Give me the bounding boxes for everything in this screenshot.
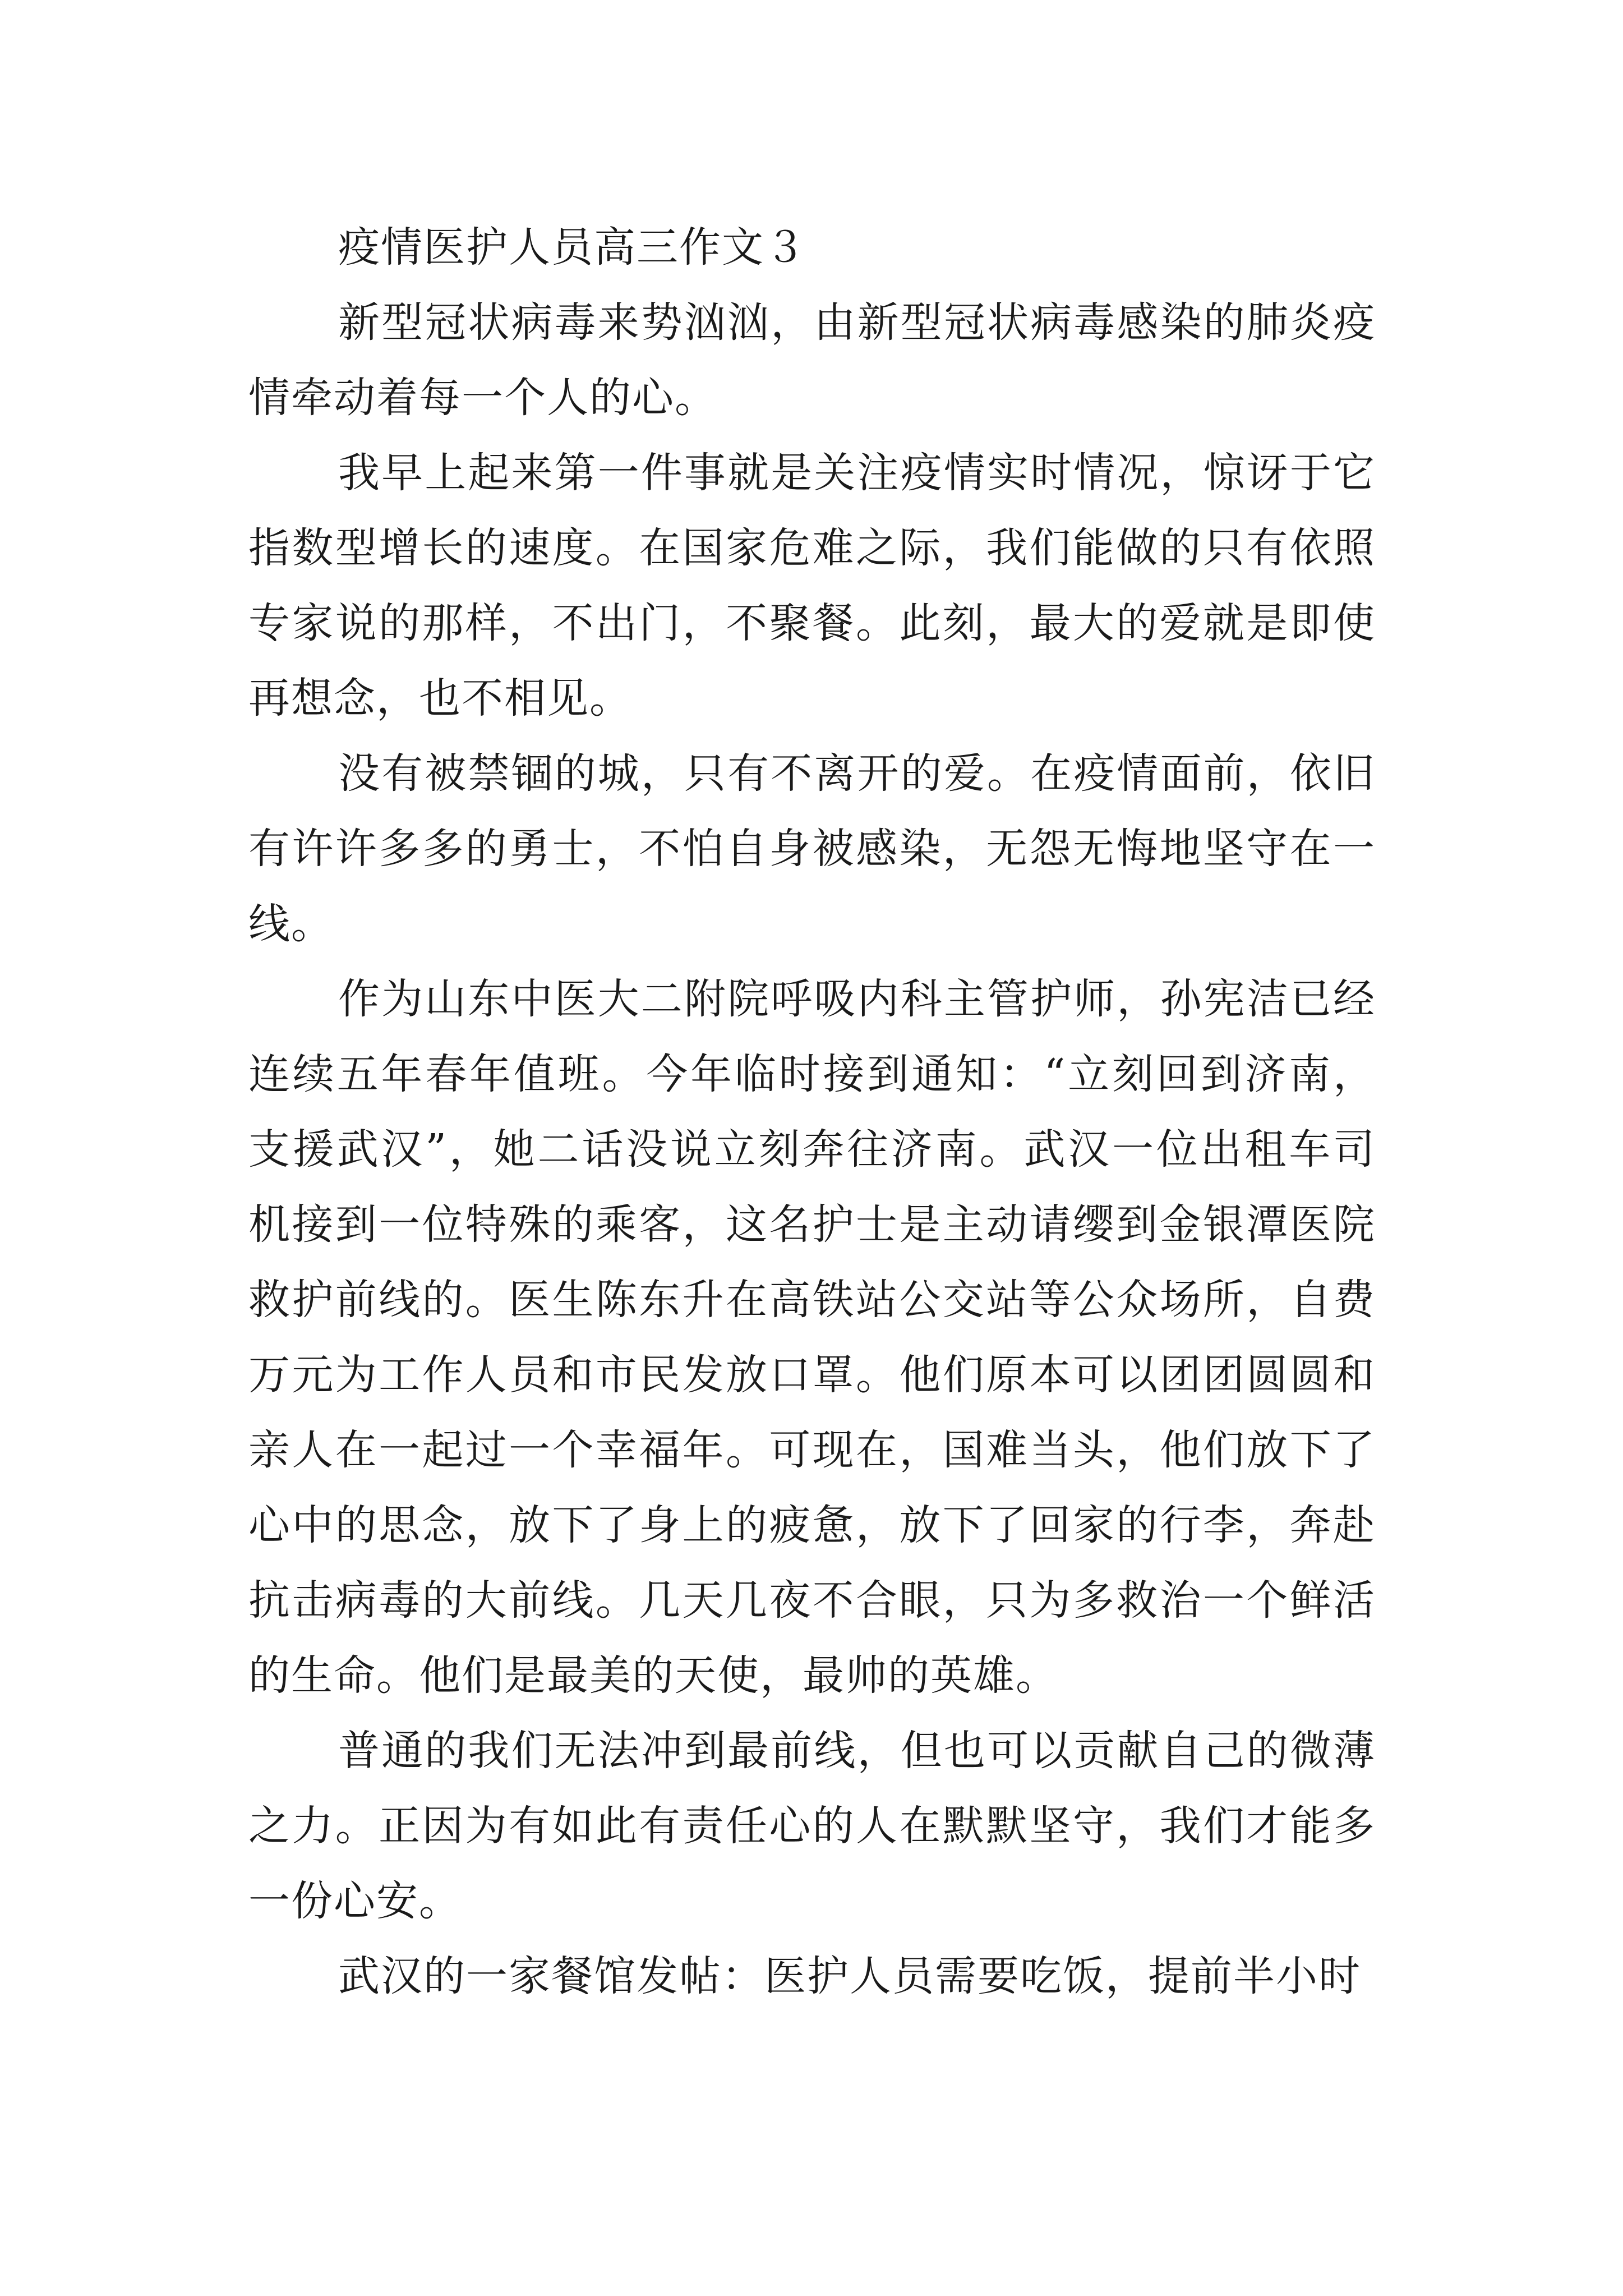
paragraph-4: 作为山东中医大二附院呼吸内科主管护师，孙宪洁已经连续五年春年值班。今年临时接到通知：“立刻回到济南，支援武汉”，她二话没说立刻奔往济南。武汉一位出租车司机接到一位特殊的乘客，这名护士是主动请缨到金银潭医院救护前线的。医生陈东升在高铁站公交站等公众场所，自费万元为工作人员和市民发放口罩。他们原本可以团团圆圆和亲人在一起过一个幸福年。可现在，国难当头，他们放下了心中的思念，放下了身上的疲惫，放下了回家的行李，奔赴抗击病毒的大前线。几天几夜不合眼，只为多救治一个鲜活的生命。他们是最美的天使，最帅的英雄。 [248, 975, 1376, 1700]
paragraph-6: 武汉的一家餐馆发帖：医护人员需要吃饭，提前半小时 [338, 1952, 1361, 2000]
document-title: 疫情医护人员高三作文３ [338, 223, 807, 272]
paragraph-3: 没有被禁锢的城，只有不离开的爱。在疫情面前，依旧有许许多多的勇士，不怕自身被感染，无怨无悔地坚守在一线。 [248, 749, 1376, 948]
document-body [248, 210, 1376, 2014]
paragraph-2: 我早上起来第一件事就是关注疫情实时情况，惊讶于它指数型增长的速度。在国家危难之际，我们能做的只有依照专家说的那样，不出门，不聚餐。此刻，最大的爱就是即使再想念，也不相见。 [248, 449, 1376, 723]
paragraph-1: 新型冠状病毒来势汹汹，由新型冠状病毒感染的肺炎疫情牵动着每一个人的心。 [248, 298, 1376, 422]
paragraph-5: 普通的我们无法冲到最前线，但也可以贡献自己的微薄之力。正因为有如此有责任心的人在默默坚守，我们才能多一份心安。 [248, 1727, 1376, 1925]
